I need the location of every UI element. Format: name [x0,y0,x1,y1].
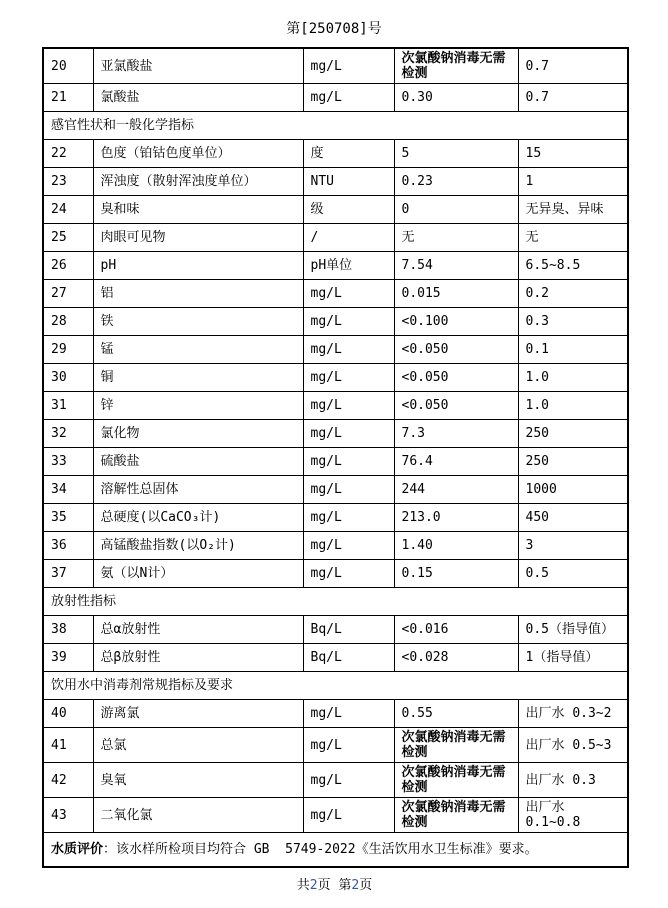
limit-cell: 无 [518,224,628,252]
row-number-cell: 25 [43,224,93,252]
unit-cell: mg/L [303,280,394,308]
unit-cell: mg/L [303,476,394,504]
table-row [43,196,628,224]
limit-cell: 0.5 [518,560,628,588]
table-row [43,476,628,504]
item-name-cell: pH [93,252,303,280]
total-pages-number: 2 [309,877,318,893]
evaluation-text: ：该水样所检项目均符合 GB 5749-2022《生活饮用水卫生标准》要求。 [103,841,538,857]
result-cell: 0 [394,196,518,224]
unit-cell: mg/L [303,700,394,728]
item-name-cell: 游离氯 [93,700,303,728]
row-number-cell: 40 [43,700,93,728]
item-name-cell: 硫酸盐 [93,448,303,476]
result-cell: <0.016 [394,616,518,644]
result-cell: 次氯酸钠消毒无需检测 [394,763,518,798]
result-cell: 1.40 [394,532,518,560]
result-cell: 0.30 [394,84,518,112]
row-number-cell: 28 [43,308,93,336]
unit-cell: mg/L [303,308,394,336]
document-number: 第[250708]号 [286,21,382,37]
item-name-cell: 总氯 [93,728,303,763]
row-number-cell: 43 [43,798,93,833]
section-row [43,672,628,700]
table-row [43,616,628,644]
item-name-cell: 总硬度(以CaCO₃计) [93,504,303,532]
result-cell: 无 [394,224,518,252]
row-number-cell: 38 [43,616,93,644]
water-quality-table [42,47,629,868]
result-cell: 7.3 [394,420,518,448]
limit-cell: 0.1 [518,336,628,364]
unit-cell: mg/L [303,336,394,364]
row-number-cell: 31 [43,392,93,420]
result-cell: 76.4 [394,448,518,476]
unit-cell: Bq/L [303,644,394,672]
row-number-cell: 23 [43,168,93,196]
table-row [43,84,628,112]
item-name-cell: 锰 [93,336,303,364]
result-cell: 0.015 [394,280,518,308]
unit-cell: mg/L [303,560,394,588]
unit-cell: mg/L [303,84,394,112]
unit-cell: mg/L [303,763,394,798]
limit-cell: 无异臭、异味 [518,196,628,224]
table-row [43,168,628,196]
unit-cell: mg/L [303,364,394,392]
item-name-cell: 高锰酸盐指数(以O₂计) [93,532,303,560]
limit-cell: 3 [518,532,628,560]
row-number-cell: 41 [43,728,93,763]
item-name-cell: 浑浊度（散射浑浊度单位） [93,168,303,196]
limit-cell: 出厂水 0.1~0.8 [518,798,628,833]
unit-cell: 级 [303,196,394,224]
limit-cell: 1.0 [518,364,628,392]
limit-cell: 出厂水 0.3~2 [518,700,628,728]
item-name-cell: 氯化物 [93,420,303,448]
table-row [43,560,628,588]
table-row [43,252,628,280]
result-cell: 次氯酸钠消毒无需检测 [394,728,518,763]
limit-cell: 250 [518,420,628,448]
page-footer [42,874,627,893]
table-row [43,798,628,833]
item-name-cell: 亚氯酸盐 [93,48,303,84]
row-number-cell: 24 [43,196,93,224]
result-cell: <0.050 [394,392,518,420]
page-footer-label-suffix: 页 [359,877,373,893]
unit-cell: 度 [303,140,394,168]
table-row [43,224,628,252]
table-row [43,448,628,476]
row-number-cell: 26 [43,252,93,280]
result-cell: 次氯酸钠消毒无需检测 [394,798,518,833]
table-row [43,336,628,364]
item-name-cell: 铁 [93,308,303,336]
row-number-cell: 35 [43,504,93,532]
result-cell: 244 [394,476,518,504]
current-page-number: 2 [351,877,360,893]
unit-cell: NTU [303,168,394,196]
row-number-cell: 37 [43,560,93,588]
item-name-cell: 臭和味 [93,196,303,224]
limit-cell: 0.2 [518,280,628,308]
table-row [43,504,628,532]
row-number-cell: 39 [43,644,93,672]
item-name-cell: 锌 [93,392,303,420]
item-name-cell: 溶解性总固体 [93,476,303,504]
item-name-cell: 总β放射性 [93,644,303,672]
result-cell: <0.050 [394,364,518,392]
item-name-cell: 臭氧 [93,763,303,798]
page-footer-label-current: 页 第 [317,877,352,893]
unit-cell: mg/L [303,728,394,763]
table-row [43,140,628,168]
limit-cell: 0.7 [518,84,628,112]
table-row [43,48,628,84]
result-cell: 7.54 [394,252,518,280]
row-number-cell: 36 [43,532,93,560]
limit-cell: 1000 [518,476,628,504]
result-cell: 0.55 [394,700,518,728]
evaluation-row [43,833,628,867]
unit-cell: mg/L [303,504,394,532]
table-row [43,392,628,420]
item-name-cell: 氯酸盐 [93,84,303,112]
unit-cell: mg/L [303,798,394,833]
limit-cell: 出厂水 0.3 [518,763,628,798]
section-title: 饮用水中消毒剂常规指标及要求 [43,672,628,700]
item-name-cell: 色度（铂钴色度单位） [93,140,303,168]
result-cell: <0.028 [394,644,518,672]
evaluation-cell [43,833,628,867]
item-name-cell: 肉眼可见物 [93,224,303,252]
row-number-cell: 33 [43,448,93,476]
item-name-cell: 铝 [93,280,303,308]
table-row [43,420,628,448]
section-row [43,112,628,140]
result-cell: <0.050 [394,336,518,364]
row-number-cell: 20 [43,48,93,84]
row-number-cell: 34 [43,476,93,504]
limit-cell: 出厂水 0.5~3 [518,728,628,763]
unit-cell: mg/L [303,420,394,448]
table-row [43,700,628,728]
table-row [43,364,628,392]
limit-cell: 6.5~8.5 [518,252,628,280]
limit-cell: 1.0 [518,392,628,420]
limit-cell: 250 [518,448,628,476]
result-cell: 0.15 [394,560,518,588]
result-cell: 次氯酸钠消毒无需检测 [394,48,518,84]
row-number-cell: 27 [43,280,93,308]
limit-cell: 1（指导值） [518,644,628,672]
item-name-cell: 总α放射性 [93,616,303,644]
limit-cell: 1 [518,168,628,196]
row-number-cell: 22 [43,140,93,168]
unit-cell: mg/L [303,48,394,84]
limit-cell: 0.5（指导值） [518,616,628,644]
unit-cell: mg/L [303,532,394,560]
row-number-cell: 21 [43,84,93,112]
result-cell: 5 [394,140,518,168]
limit-cell: 15 [518,140,628,168]
item-name-cell: 氨（以N计） [93,560,303,588]
unit-cell: / [303,224,394,252]
row-number-cell: 42 [43,763,93,798]
result-cell: 0.23 [394,168,518,196]
result-cell: <0.100 [394,308,518,336]
limit-cell: 0.7 [518,48,628,84]
table-row [43,728,628,763]
item-name-cell: 铜 [93,364,303,392]
limit-cell: 450 [518,504,628,532]
section-row [43,588,628,616]
row-number-cell: 30 [43,364,93,392]
unit-cell: Bq/L [303,616,394,644]
table-row [43,308,628,336]
unit-cell: mg/L [303,448,394,476]
result-cell: 213.0 [394,504,518,532]
table-row [43,763,628,798]
row-number-cell: 32 [43,420,93,448]
unit-cell: mg/L [303,392,394,420]
table-body [43,48,628,867]
table-row [43,532,628,560]
row-number-cell: 29 [43,336,93,364]
section-title: 感官性状和一般化学指标 [43,112,628,140]
unit-cell: pH单位 [303,252,394,280]
page-footer-label-total: 共 [296,877,310,893]
limit-cell: 0.3 [518,308,628,336]
table-row [43,644,628,672]
evaluation-label: 水质评价 [51,841,104,857]
item-name-cell: 二氧化氯 [93,798,303,833]
table-row [43,280,628,308]
section-title: 放射性指标 [43,588,628,616]
